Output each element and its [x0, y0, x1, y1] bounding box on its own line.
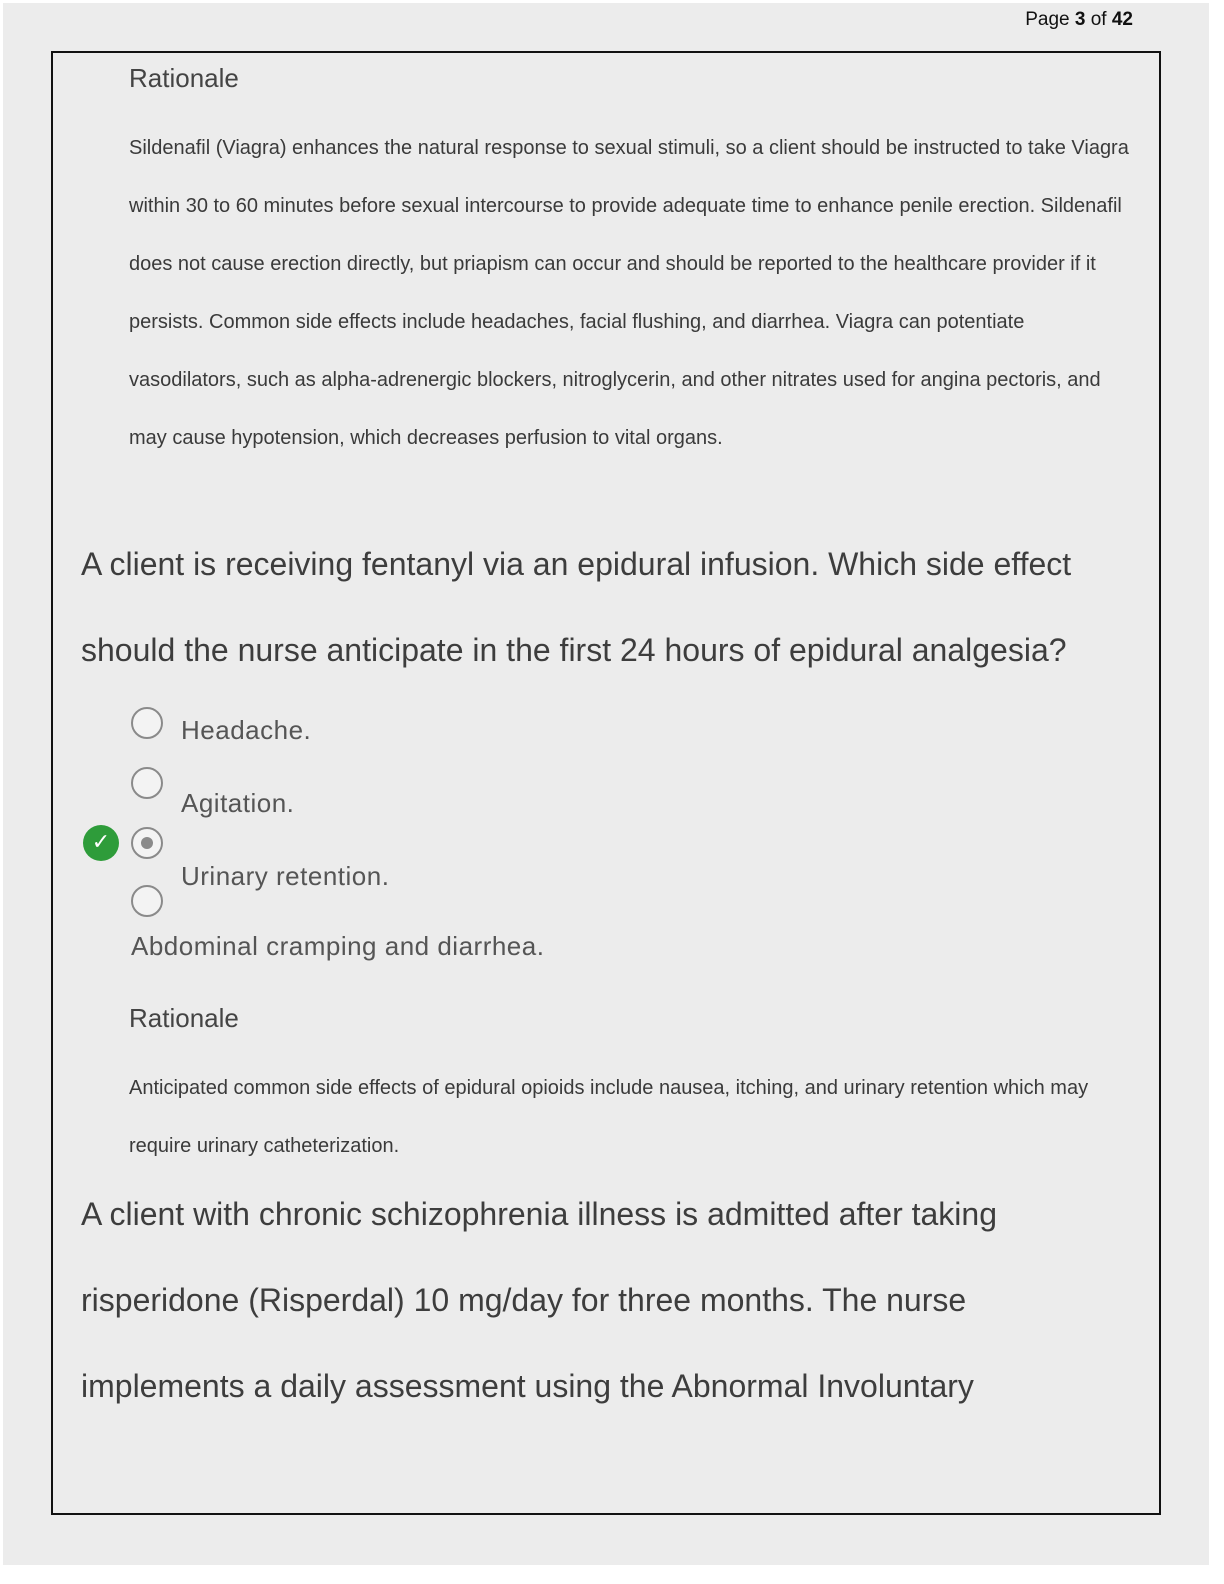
- document-page: [3, 3, 1209, 1565]
- option-label: Abdominal cramping and diarrhea.: [131, 931, 545, 961]
- rationale-heading: Rationale: [129, 63, 239, 93]
- rationale-heading: Rationale: [129, 1003, 239, 1033]
- option-label: Urinary retention.: [181, 861, 390, 891]
- rationale-text: Sildenafil (Viagra) enhances the natural response to sexual stimuli, so a client should be instructed to take Viagra within 30 to 60 minutes before sexual intercourse to provide adequate time to enhance penile erection. Sildenafil does not cause erection directly, but priapism can occur and should be reported to the healthcare provider if it persists. Common side effects include headaches, facial flushing, and diarrhea. Viagra can potentiate vasodilators, such as alpha-adrenergic blockers, nitroglycerin, and other nitrates used for angina pectoris, and may cause hypotension, which decreases perfusion to vital organs.: [129, 137, 1129, 449]
- question-text: A client with chronic schizophrenia illness is admitted after taking risperidone (Risperdal) 10 mg/day for three months. The nurse implements a daily assessment using the Abnormal Involuntary: [81, 1196, 997, 1404]
- option-radio-urinary-retention[interactable]: [131, 827, 163, 859]
- rationale-text: Anticipated common side effects of epidural opioids include nausea, itching, and urinary retention which may require urinary catheterization.: [129, 1077, 1089, 1157]
- check-circle-icon: ✓: [83, 825, 119, 861]
- option-label: Headache.: [181, 715, 312, 745]
- page-number: Page 3 of 42: [1025, 9, 1133, 30]
- option-radio-abdominal-cramping[interactable]: [131, 885, 163, 917]
- content-frame: [51, 51, 1161, 1515]
- option-radio-agitation[interactable]: [131, 767, 163, 799]
- question-text: A client is receiving fentanyl via an epidural infusion. Which side effect should the nurse anticipate in the first 24 hours of epidural analgesia?: [81, 546, 1072, 668]
- option-radio-headache[interactable]: [131, 707, 163, 739]
- option-label: Agitation.: [181, 788, 295, 818]
